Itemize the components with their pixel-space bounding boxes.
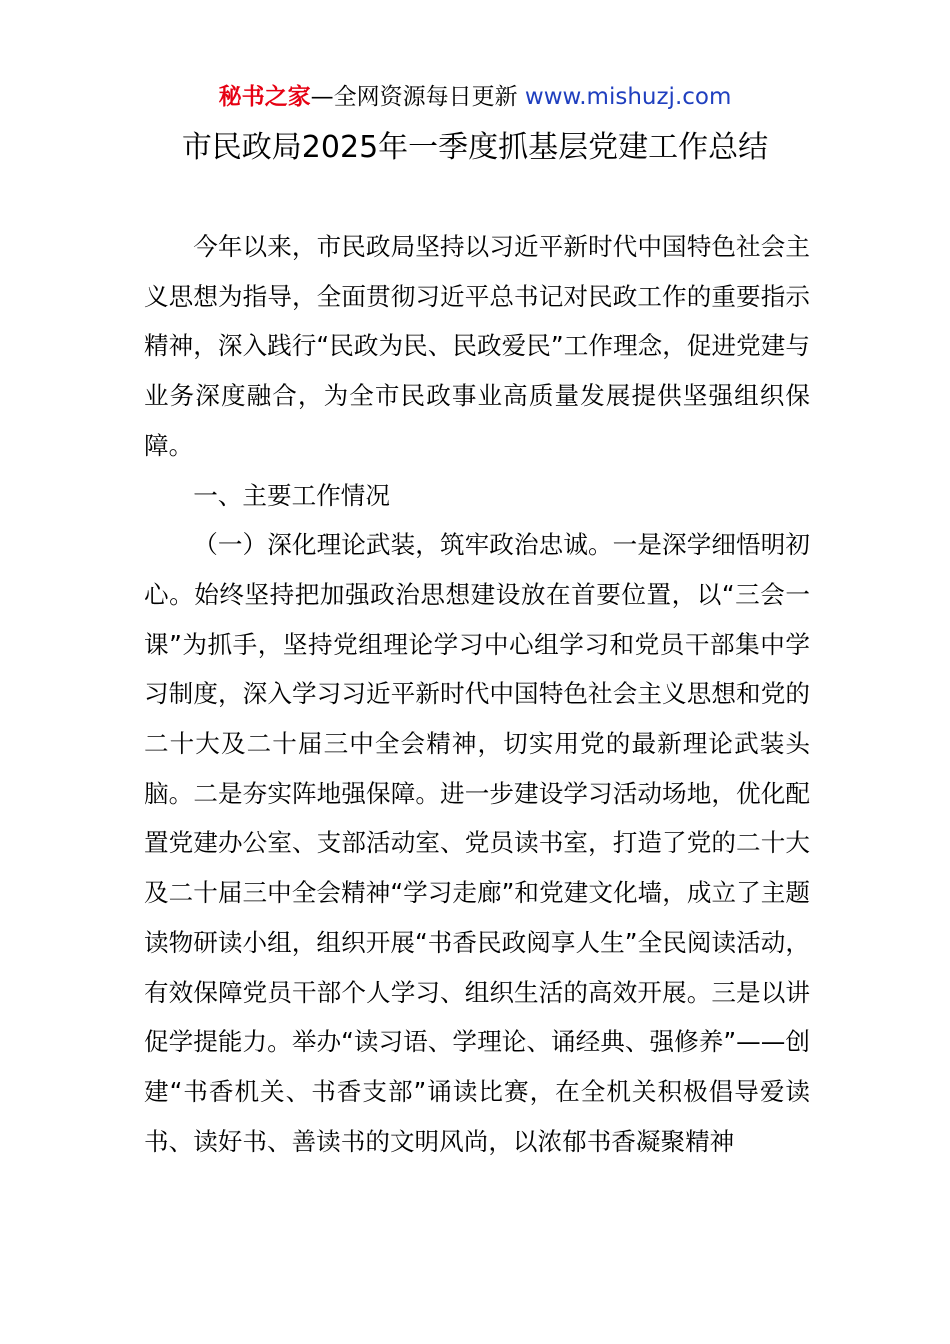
site-brand: 秘书之家 <box>218 84 311 110</box>
site-url-link[interactable]: www.mishuzj.com <box>524 84 732 110</box>
site-banner <box>0 82 950 112</box>
site-tagline: 全网资源每日更新 <box>333 84 518 110</box>
intro-paragraph: 今年以来，市民政局坚持以习近平新时代中国特色社会主义思想为指导，全面贯彻习近平总书记对民政工作的重要指示精神，深入践行“民政为民、民政爱民”工作理念，促进党建与业务深度融合，为全市民政事业高质量发展提供坚强组织保障。 <box>144 232 810 460</box>
document-title: 市民政局2025年一季度抓基层党建工作总结 <box>181 130 769 165</box>
body-paragraph: （一）深化理论武装，筑牢政治忠诚。一是深学细悟明初心。始终坚持把加强政治思想建设放在首要位置，以“三会一课”为抓手，坚持党组理论学习中心组学习和党员干部集中学习制度，深入学习习近平新时代中国特色社会主义思想和党的二十大及二十届三中全会精神，切实用党的最新理论武装头脑。二是夯实阵地强保障。进一步建设学习活动场地，优化配置党建办公室、支部活动室、党员读书室，打造了党的二十大及二十届三中全会精神“学习走廊”和党建文化墙，成立了主题读物研读小组，组织开展“书香民政阅享人生”全民阅读活动，有效保障党员干部个人学习、组织生活的高效开展。三是以讲促学提能力。举办“读习语、学理论、诵经典、强修养”——创建“书香机关、书香支部”诵读比赛，在全机关积极倡导爱读书、读好书、善读书的文明风尚，以浓郁书香凝聚精神 <box>144 530 810 1156</box>
section-heading: 一、主要工作情况 <box>193 480 390 510</box>
banner-dash: — <box>310 84 334 110</box>
document-body <box>144 222 810 1166</box>
